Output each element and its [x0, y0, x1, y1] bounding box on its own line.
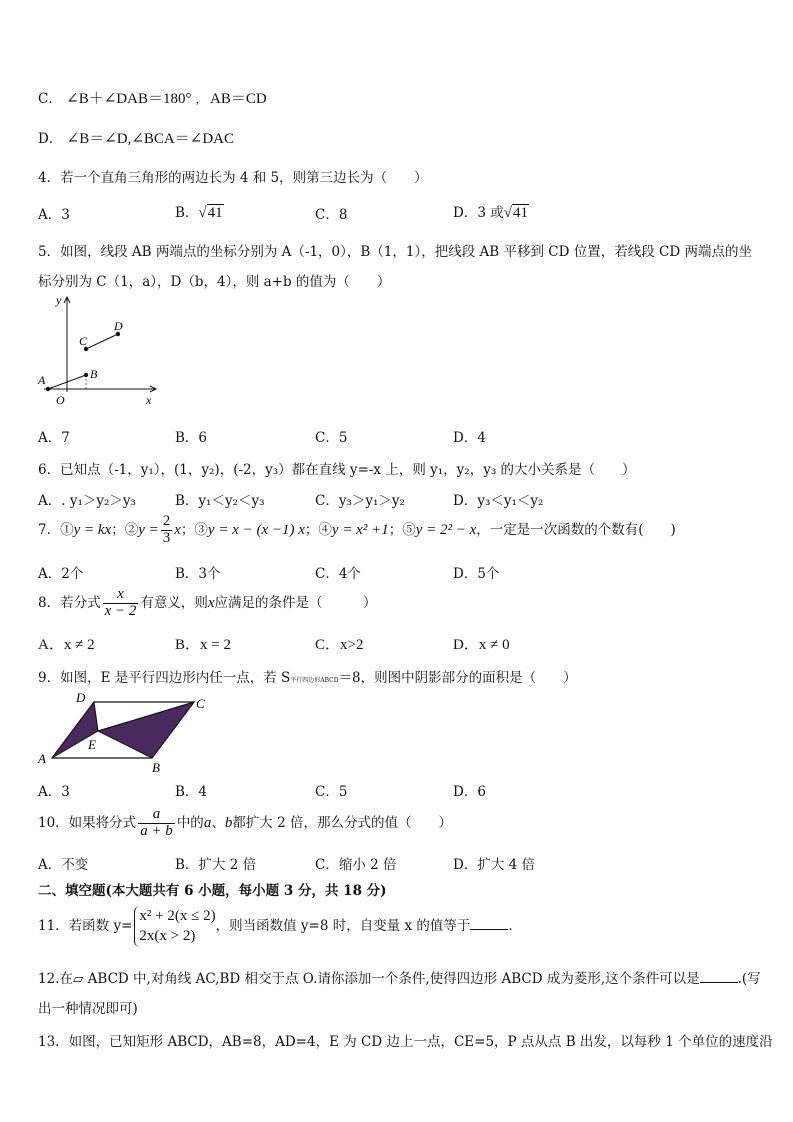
q9-label-e: E	[88, 737, 96, 752]
q3-c-expr: ∠B＋∠DAB＝180°	[66, 91, 192, 107]
q4-d-label: D．3 或	[453, 205, 504, 221]
q6-stem: 6．已知点（-1，y₁），(1，y₂)，(-2，y₃）都在直线 y=-x 上，则 y₁，y₂，y₃ 的大小关系是（ ）	[38, 462, 636, 478]
q7-expr-3: y = x − (x −1) x	[207, 521, 305, 538]
q12-line-1	[38, 967, 761, 987]
q7-sep-2: ；	[180, 521, 195, 538]
q10-frac-num: a	[138, 807, 175, 824]
q5-point-b	[84, 373, 88, 377]
q9-stem-post: ＝8，则图中阴影部分的面积是（ ）	[338, 670, 577, 686]
q9-stem-pre: 9．如图，E 是平行四边形内任一点，若 S	[38, 670, 291, 686]
q11-pre: 11．若函数 y=	[38, 917, 133, 934]
q12-line-2: 出一种情况即可)	[38, 1001, 138, 1017]
q8-frac-num: x	[103, 587, 139, 604]
q8-option-d: D．x ≠ 0	[453, 637, 510, 653]
q7-option-b: B．3个	[175, 566, 221, 582]
q3-d-label: D．	[38, 131, 63, 147]
q7-stem	[38, 514, 676, 547]
q10-var-b: b	[224, 814, 233, 831]
q5-stem-line1: 5．如图，线段 AB 两端点的坐标分别为 A（-1，0），B（1，1），把线段 AB 平移到 CD 位置，若线段 CD 两端点的坐	[38, 244, 752, 260]
q4-d-radicand: 41	[512, 205, 528, 221]
q10-pre: 10．如果将分式	[38, 814, 137, 831]
q9-label-c: C	[196, 696, 205, 711]
q6-option-c: C．y₃＞y₁＞y₂	[315, 493, 405, 509]
q10-stem	[38, 807, 452, 840]
q4-stem: 4．若一个直角三角形的两边长为 4 和 5，则第三边长为（ ）	[38, 170, 428, 186]
q7-sep-1: ；	[111, 521, 125, 538]
q8-option-b: B．x = 2	[175, 637, 231, 653]
q3-option-d	[38, 127, 234, 148]
q7-frac-2-3	[161, 514, 173, 547]
q7-expr-5: y = 2² − x	[415, 521, 477, 538]
q4-b-sqrt: √41	[198, 205, 223, 221]
q10-fraction	[138, 807, 175, 840]
q11-row-2: 2x(x > 2)	[139, 928, 196, 945]
q11-answer-blank[interactable]	[470, 917, 508, 930]
q4-option-b	[175, 201, 224, 222]
q5-label-c: C	[79, 334, 88, 348]
q6-option-a: A．. y₁＞y₂＞y₃	[38, 493, 136, 509]
q8-post2: 应满足的条件是（ ）	[214, 594, 377, 611]
q5-option-b: B．6	[175, 430, 208, 446]
q9-label-b: B	[152, 760, 160, 773]
q9-option-a: A．3	[38, 784, 70, 800]
q9-shade-bce	[98, 702, 194, 758]
q7-number: 7．	[38, 521, 61, 538]
q9-label-a: A	[38, 751, 46, 766]
q5-label-a: A	[38, 373, 46, 387]
q11-post: ，则当函数值 y=8 时，自变量 x 的值等于	[215, 917, 471, 934]
q7-sep-3: ；	[304, 521, 319, 538]
q11-stem	[38, 906, 522, 947]
q4-d-sqrt: √41	[503, 205, 528, 221]
q7-expr-4: y = x² +1	[331, 521, 389, 538]
q13-line-1: 13．如图，已知矩形 ABCD，AB=8，AD=4，E 为 CD 边上一点，CE=5，P 点从点 B 出发，以每秒 1 个单位的速度沿	[38, 1034, 773, 1050]
q3-d-expr: ∠B＝∠D,∠BCA＝∠DAC	[66, 131, 234, 147]
q5-label-d: D	[114, 319, 123, 333]
q7-option-c: C．4个	[315, 566, 361, 582]
q5-stem-line2: 标分别为 C（1，a），D（b，4），则 a+b 的值为（ ）	[38, 274, 391, 290]
q4-b-radicand: 41	[207, 205, 223, 221]
q9-stem	[38, 666, 577, 686]
q9-label-d: D	[76, 690, 86, 705]
q9-parallelogram-figure	[34, 688, 214, 773]
q11-row-1: x² + 2(x ≤ 2)	[139, 908, 216, 924]
q11-piecewise	[134, 906, 215, 947]
q12-text-1: 12.在▱ ABCD 中,对角线 AC,BD 相交于点 O.请你添加一个条件,使得四边形 ABCD 成为菱形,这个条件可以是	[38, 971, 700, 987]
q5-option-c: C．5	[315, 430, 348, 446]
q12-text-1-end: .(写	[737, 971, 761, 987]
q6-option-b: B．y₁＜y₂＜y₃	[175, 493, 265, 509]
q7-mark-5: ⑤	[402, 521, 416, 538]
q3-c-sep: ，	[195, 95, 206, 106]
q5-coordinate-figure	[34, 292, 164, 407]
q5-option-d: D．4	[453, 430, 486, 446]
q10-mid: 中的	[176, 814, 204, 831]
q5-label-x: x	[146, 393, 152, 407]
q10-var-a: a	[203, 814, 212, 831]
q7-frac-den: 3	[162, 529, 171, 546]
q7-frac-num: 2	[162, 513, 171, 529]
q5-option-a: A．7	[38, 430, 70, 446]
q4-option-a: A．3	[38, 207, 70, 223]
q7-sep-4: ；	[388, 521, 403, 538]
q4-option-c: C．8	[315, 207, 348, 223]
q7-expr-2b: x	[174, 521, 181, 538]
q7-option-a: A．2个	[38, 566, 84, 582]
q7-tail: ，一定是一次函数的个数有( )	[476, 521, 676, 538]
q7-mark-2: ②	[124, 521, 139, 538]
q7-expr-2a: y =	[138, 521, 159, 538]
q7-expr-1: y = kx	[73, 521, 112, 538]
q8-fraction	[103, 587, 139, 620]
q10-option-b: B．扩大 2 倍	[175, 857, 257, 873]
q5-point-a	[46, 387, 50, 391]
q3-option-c	[38, 87, 267, 108]
q7-option-d: D．5个	[453, 566, 500, 582]
q5-label-b: B	[90, 367, 98, 381]
q8-frac-den: x − 2	[104, 602, 137, 619]
q7-mark-3: ③	[194, 521, 208, 538]
q8-option-c: C．x>2	[315, 637, 364, 653]
q10-sep: 、	[211, 814, 225, 831]
q8-stem	[38, 587, 377, 620]
q5-label-y: y	[56, 293, 62, 307]
q6-option-d: D．y₃＜y₁＜y₂	[453, 493, 544, 509]
q4-option-d	[453, 201, 529, 222]
q8-pre: 8．若分式	[38, 594, 101, 611]
q10-post: 都扩大 2 倍，那么分式的值（ ）	[232, 814, 452, 831]
q9-option-d: D．6	[453, 784, 486, 800]
q9-option-c: C．5	[315, 784, 348, 800]
q11-end: ．	[508, 917, 522, 934]
q10-option-c: C．缩小 2 倍	[315, 857, 397, 873]
q7-mark-1: ①	[60, 521, 74, 538]
q10-frac-den: a + b	[140, 822, 173, 839]
q5-segment-cd	[86, 334, 118, 349]
q3-c-label: C．	[38, 91, 62, 107]
q8-post: 有意义，则	[140, 594, 208, 611]
q10-option-a: A．不变	[38, 857, 89, 873]
q10-option-d: D．扩大 4 倍	[453, 857, 535, 873]
q4-b-label: B．	[175, 205, 199, 221]
q9-stem-subscript: 平行四边形ABCD	[290, 677, 339, 684]
q8-option-a: A．x ≠ 2	[38, 637, 95, 653]
q12-answer-blank[interactable]	[700, 970, 738, 983]
q8-var-x: x	[207, 594, 215, 611]
q5-label-o: O	[56, 393, 65, 407]
section-2-heading: 二、填空题(本大题共有 6 小题，每小题 3 分，共 18 分)	[38, 883, 387, 899]
q7-mark-4: ④	[318, 521, 332, 538]
q9-option-b: B．4	[175, 784, 208, 800]
q3-c-expr2: AB＝CD	[210, 91, 267, 107]
